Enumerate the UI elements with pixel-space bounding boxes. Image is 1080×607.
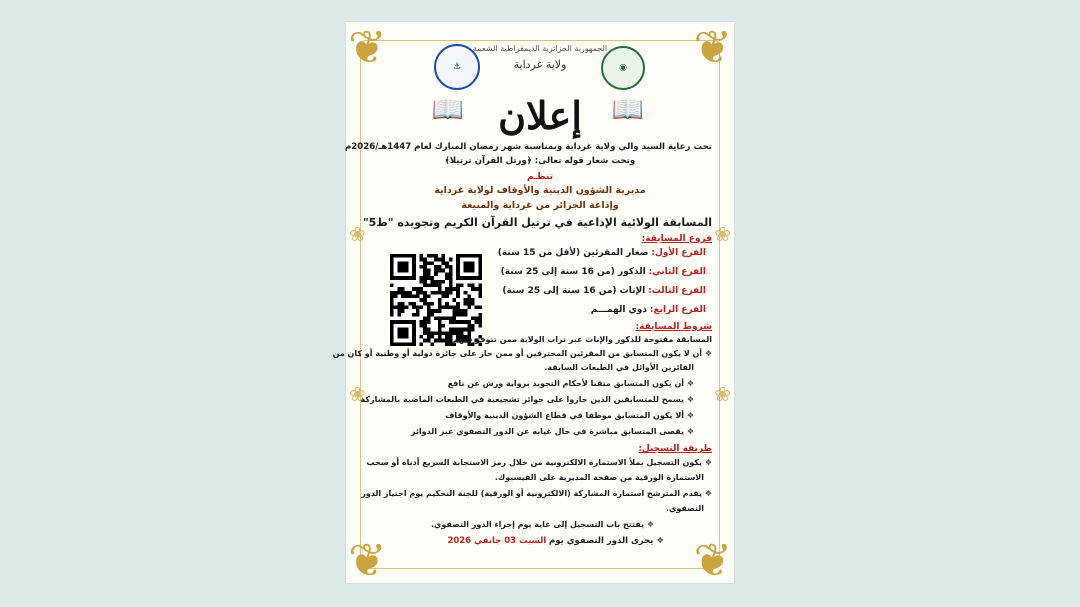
registration-item: ❖ يقدم المترشح استمارة المشاركة (الالكترونية أو الورقية) للجنة التحكيم يوم اجتياز الدور: [368, 489, 712, 498]
announcement-poster: [332, 20, 734, 587]
conditions-intro: المسابقة مفتوحة للذكور والإناث عبر تراب الولاية ممن تتوفر فيهم: [452, 335, 712, 344]
side-ornament-icon: ❀: [714, 382, 731, 406]
branches-heading: فروع المسابقة:: [641, 234, 712, 244]
registration-item: التصفوي.: [665, 504, 704, 513]
registration-item: ❖ يكون التسجيل بملأ الاستمارة الالكترونية من خلال رمز الاستجابة السريع أدناه أو سحب: [368, 458, 712, 467]
side-ornament-icon: ❀: [714, 222, 731, 246]
wilaya-emblem-icon: ◉: [601, 46, 645, 90]
final-round-prefix: ❖ يجرى الدور التصفوي يوم: [549, 536, 664, 546]
organize-label: تنظـم: [527, 172, 553, 182]
branch-label: الفرع الثالث:: [648, 286, 706, 296]
registration-item: الاستمارة الورقية من صفحة المديرية على الفيسبوك.: [494, 473, 704, 482]
branch-text: ذوي الهمـــم: [590, 305, 648, 315]
corner-ornament-icon: ❦: [693, 533, 732, 587]
condition-item: ❖ يسمح للمتسابقين الذين حازوا على جوائز تشجيعية في الطبعات الماضية بالمشاركة: [368, 395, 694, 404]
condition-item: ❖ ألا يكون المتسابق موظفا في قطاع الشؤون الدينية والأوقاف: [368, 411, 694, 420]
wilaya-name: ولاية غرداية: [513, 58, 567, 71]
intro-line-1: تحت رعاية السيد والي ولاية غرداية وبمناسبة شهر رمضان المبارك لعام 1447هـ/2026م: [344, 142, 712, 152]
side-ornament-icon: ❀: [349, 382, 366, 406]
branch-label: الفرع الثاني:: [648, 267, 706, 277]
registration-heading: طريقة التسجيل:: [638, 444, 712, 454]
republic-line: الجمهورية الجزائرية الديمقراطية الشعبية: [472, 44, 608, 53]
page-title: إعلان: [498, 93, 582, 138]
corner-ornament-icon: ❦: [348, 533, 387, 587]
condition-item: ❖ أن لا يكون المتسابق من المقرئين المحترفين أو ممن حاز على جائزة دولية أو وطنية أو كان من: [368, 349, 712, 358]
final-round-day: السبت 03 جانفي 2026: [447, 536, 547, 546]
condition-item: الفائزين الأوائل في الطبعات السابقة.: [544, 363, 694, 372]
competition-title: المسابقة الولائية الإذاعية في ترتيل القرآن الكريم وتجويده "ط5": [362, 216, 712, 229]
quran-book-icon: 📖: [611, 95, 644, 125]
branch-text: الإناث (من 16 سنة إلى 25 سنة): [502, 286, 646, 296]
quran-book-icon: 📖: [431, 95, 464, 125]
condition-item: ❖ أن يكون المتسابق متقنا لأحكام التجويد برواية ورش عن نافع: [368, 379, 694, 388]
organizer-1: مديرية الشؤون الدينية والأوقاف لولاية غرداية: [434, 185, 646, 196]
side-ornament-icon: ❀: [349, 222, 366, 246]
final-round-date: [368, 536, 664, 546]
radio-logo-icon: ⚓: [434, 44, 480, 90]
corner-ornament-icon: ❦: [693, 20, 732, 74]
branch-label: الفرع الأول:: [651, 248, 706, 258]
conditions-heading: شروط المسابقة:: [635, 322, 712, 332]
registration-item: ❖ يفتتح باب التسجيل إلى غاية يوم إجراء الدور التصفوي.: [368, 520, 654, 529]
branch-label: الفرع الرابع:: [649, 305, 706, 315]
corner-ornament-icon: ❦: [348, 20, 387, 74]
intro-line-2: وتحت شعار قوله تعالى: ﴿ورتل القرآن ترتيلا﴾: [444, 156, 636, 166]
condition-item: ❖ يقصى المتسابق مباشرة في حال غيابه عن الدور التصفوي عبر الدوائر: [368, 427, 694, 436]
organizer-2: وإذاعة الجزائر من غرداية والمنيعة: [461, 200, 619, 211]
registration-qr-code[interactable]: [388, 252, 484, 348]
branch-text: صغار المقرئين (لأقل من 15 سنة): [497, 248, 649, 258]
branch-text: الذكور (من 16 سنة إلى 25 سنة): [500, 267, 646, 277]
